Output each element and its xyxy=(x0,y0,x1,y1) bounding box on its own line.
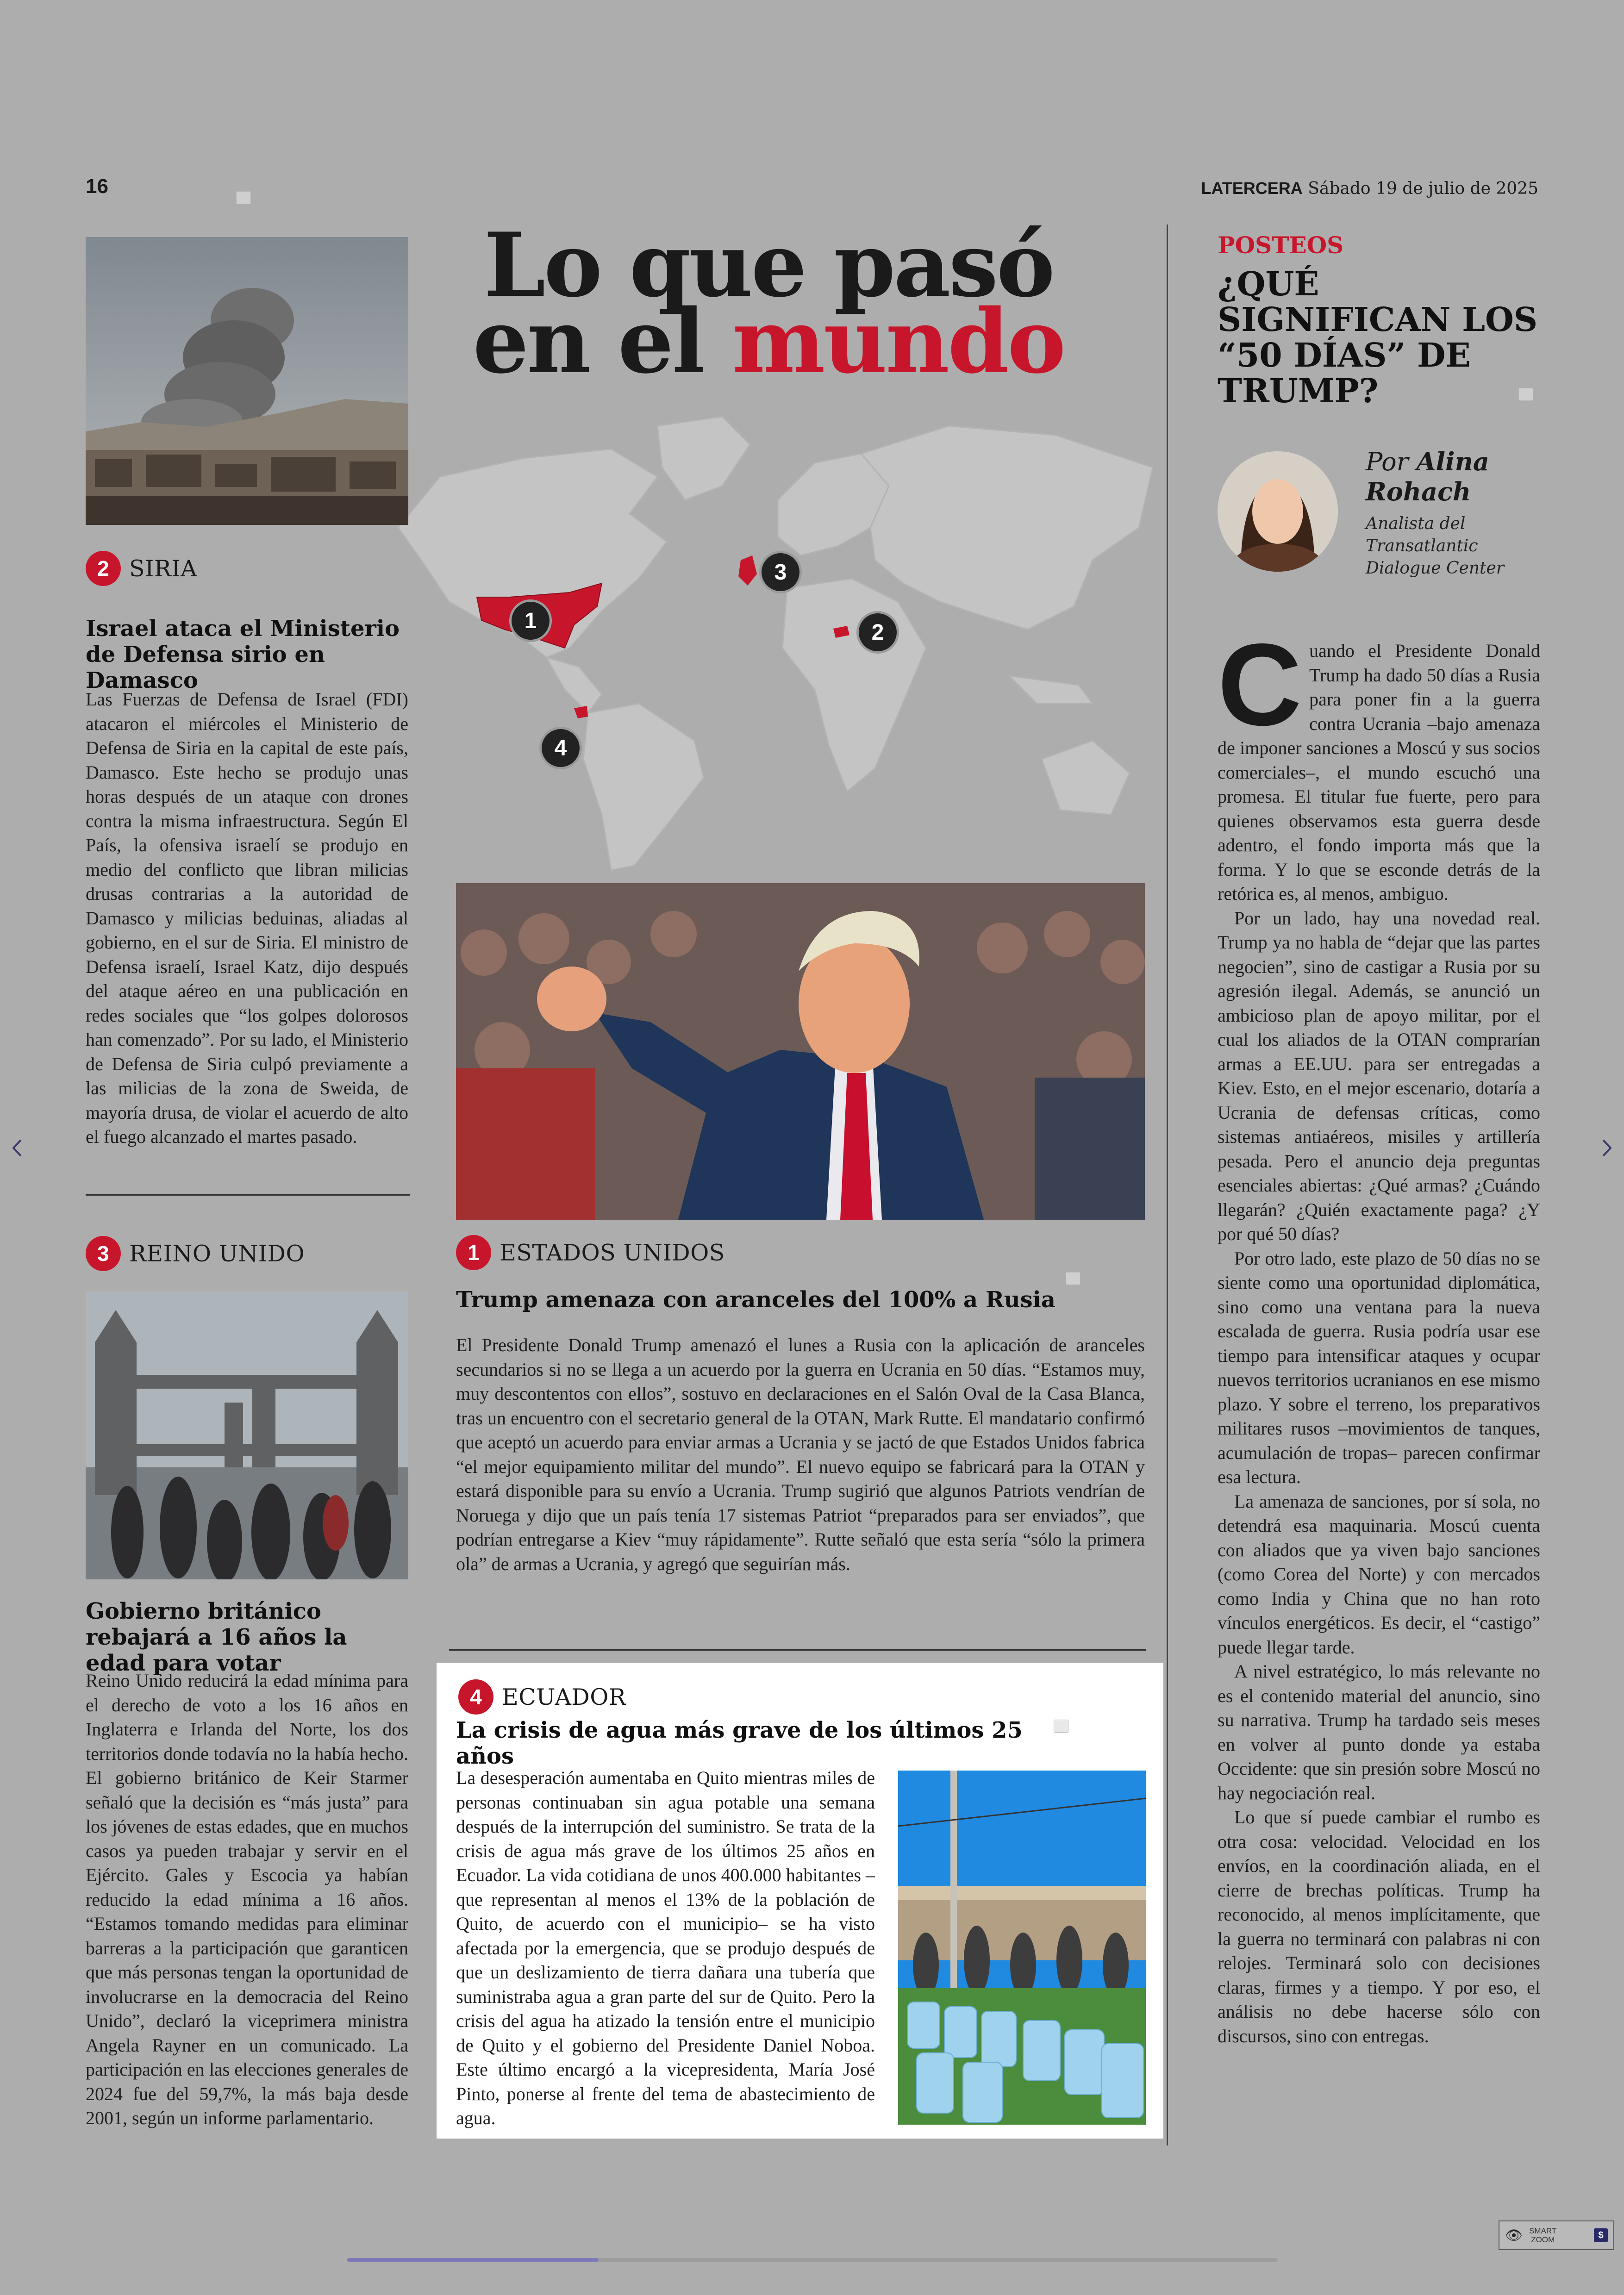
header-brand: LATERCERA xyxy=(1201,179,1303,198)
page-title xyxy=(444,213,1093,393)
column-paragraph-3: Por otro lado, este plazo de 50 días no se siente como una oportunidad diplomática, sino como una ventana para la nueva escalada de guerra. Rusia podría usar ese tiempo para intensificar ataques y ocupar nuevos territorios ucranianos en ese mismo plazo. Y sobre el terreno, los preparativos militares rusos –movimientos de tanques, acumulación de tropas– parecen confirmar esa lectura. xyxy=(1218,1247,1540,1487)
map-marker-syria: 2 xyxy=(856,611,899,654)
trump-photo-svg xyxy=(456,883,1145,1220)
page-title-accent: mundo xyxy=(732,290,1064,393)
usa-headline: Trump amenaza con aranceles del 100% a Rusia xyxy=(456,1287,1056,1313)
author-name: Alina Rohach xyxy=(1366,447,1489,506)
ecuador-headline: La crisis de agua más grave de los últimos 25 años xyxy=(456,1717,1023,1769)
world-map xyxy=(370,407,1162,879)
smart-zoom-label xyxy=(1529,2226,1556,2244)
chevron-left-icon xyxy=(8,1136,27,1160)
map-ecuador-highlight xyxy=(574,706,588,718)
smart-zoom-label-line1: SMART xyxy=(1529,2226,1557,2235)
usa-number-badge: 1 xyxy=(456,1235,491,1270)
syria-section-title: SIRIA xyxy=(129,555,198,582)
prev-page-arrow[interactable] xyxy=(8,1136,27,1160)
uk-photo xyxy=(86,1291,408,1579)
map-uk-highlight xyxy=(738,555,757,586)
syria-section-head xyxy=(86,551,197,586)
note-icon[interactable] xyxy=(1054,1720,1068,1733)
uk-body: Reino Unido reducirá la edad mínima para el derecho de voto a los 16 años en Inglaterra e Irlanda del Norte, los dos territorios donde todavía no la había hecho. El gobierno británico de Keir Starmer señaló que la decisión es “más justa” para los jóvenes de estas edades, que en muchos casos ya pueden trabajar y servir en el Ejército. Gales y Escocia ya habían reducido la edad mínima a 16 años. “Estamos tomando medidas para eliminar barreras a la participación que garanticen que más personas tengan la oportunidad de involucrarse en la democracia del Reino Unido”, declaró la viceprimera ministra Angela Rayner en un comunicado. La participación en las elecciones generales de 2024 fue del 59,7%, la más baja desde 2001, según un informe parlamentario. xyxy=(86,1670,408,2128)
header-date: Sábado 19 de julio de 2025 xyxy=(1308,179,1538,198)
world-map-svg xyxy=(370,407,1162,879)
uk-number-badge: 3 xyxy=(86,1236,121,1271)
map-marker-ecuador: 4 xyxy=(539,727,582,769)
syria-divider xyxy=(86,1194,410,1196)
usa-section-head xyxy=(456,1235,725,1270)
syria-photo xyxy=(86,237,408,525)
column-paragraph-6: Lo que sí puede cambiar el rumbo es otra cosa: velocidad. Velocidad en los envíos, en la coordinación aliada, en el cierre de brechas políticas. Trump ha reconocido, al menos implícitamente, que la guerra no terminará con palabras ni con relojes. Terminará solo con decisiones claras, firmes y a tiempo. Y por eso, el análisis no debe hacerse sólo con discursos, sino con entregas. xyxy=(1218,1807,1540,2046)
syria-headline: Israel ataca el Ministerio de Defensa sirio en Damasco xyxy=(86,616,400,693)
map-australia xyxy=(1042,741,1130,815)
usa-body: El Presidente Donald Trump amenazó el lunes a Rusia con la aplicación de aranceles secundarios si no se llega a un acuerdo por la guerra en Ucrania en 50 días. “Estamos muy, muy descontentos con ellos”, sostuvo en declaraciones en el Salón Oval de la Casa Blanca, tras un encuentro con el secretario general de la OTAN, Mark Rutte. El mandatario confirmó que aceptó un acuerdo para enviar armas a Ucrania y se jactó de que Estados Unidos fabrica “el mejor equipamiento militar del mundo”. El nuevo equipo se fabricará para la OTAN y estará disponible para su envío a Ucrania. Trump sugirió que algunos Patriots vendrían de Noruega y dijo que un país tenía 17 sistemas Patriot “preparados para ser enviados”, que podrían entregarse a Kiev “muy rápidamente”. Rutte señaló que esta sería “sólo la primera ola” de armas a Ucrania, y agregó que seguirían más. xyxy=(456,1335,1145,1574)
note-icon[interactable] xyxy=(236,191,251,204)
column-body xyxy=(1218,620,1540,2048)
page-title-line1: Lo que pasó xyxy=(483,213,1054,317)
ecuador-photo xyxy=(898,1771,1146,2125)
chevron-right-icon xyxy=(1597,1136,1616,1160)
author-avatar-svg xyxy=(1218,451,1338,572)
usa-divider xyxy=(449,1649,1146,1651)
author-role: Analista del Transatlantic Dialogue Center xyxy=(1366,514,1505,578)
syria-photo-svg xyxy=(86,237,408,525)
map-marker-uk: 3 xyxy=(759,551,802,593)
next-page-arrow[interactable] xyxy=(1597,1136,1616,1160)
map-marker-usa: 1 xyxy=(509,599,552,642)
ecuador-section-head xyxy=(458,1679,626,1715)
syria-number-badge: 2 xyxy=(86,551,121,586)
map-greenland xyxy=(657,417,750,500)
column-paragraph-2: Por un lado, hay una novedad real. Trump ya no habla de “dejar que las partes negocien”, sino de castigar a Rusia por su agresión ilegal. Además, se anunció un ambicioso plan de apoyo militar, por el cual los aliados de la OTAN comprarían armas a EE.UU. para ser entregadas a Kiev. Esto, en el mejor escenario, dotaría a Ucrania de defensas críticas, como sistemas antiaéreos, misiles y artillería pesada. Pero el anuncio deja preguntas esenciales abiertas: ¿Qué armas? ¿Cuándo llegarán? ¿Quién exactamente paga? ¿Y por qué 50 días? xyxy=(1218,907,1540,1244)
map-asia xyxy=(861,426,1153,630)
map-africa xyxy=(782,579,926,792)
column-byline xyxy=(1366,447,1551,507)
uk-section-title: REINO UNIDO xyxy=(129,1240,305,1267)
column-kicker: POSTEOS xyxy=(1218,231,1344,259)
smart-zoom-label-line2: ZOOM xyxy=(1531,2235,1555,2244)
header-brand-date xyxy=(1201,179,1538,198)
column-paragraph-4: La amenaza de sanciones, por sí sola, no detendrá esa maquinaria. Moscú cuenta con aliados que ya viven bajo sanciones (como Corea del Norte) y con mercados como India y China que no han roto vínculos energéticos. Es decir, el “castigo” puede llegar tarde. xyxy=(1218,1491,1540,1658)
column-paragraph-5: A nivel estratégico, lo más relevante no es el contenido material del anuncio, sino su narrativa. Trump ha tardado seis meses en volver al punto donde ya estaba Occidente: que sin presión sobre Moscú no hay negociación real. xyxy=(1218,1661,1540,1803)
column-dropcap: C xyxy=(1218,620,1302,750)
map-south-america xyxy=(583,704,704,870)
note-icon[interactable] xyxy=(1066,1272,1081,1285)
uk-photo-svg xyxy=(86,1291,408,1579)
page-progress-track[interactable] xyxy=(347,2258,1278,2262)
page-title-line2 xyxy=(444,290,1093,393)
column-paragraph-1: uando el Presidente Donald Trump ha dado 50 días a Rusia para poner fin a la guerra contra Ucrania –bajo amenaza de imponer sanciones a Moscú y sus socios comerciales–, el mundo escuchó una promesa. El titular fue fuerte, pero para quienes observamos esta guerra desde adentro, el fondo importa más que la forma. Y lo que se esconde detrás de la retórica es, al menos, ambiguo. xyxy=(1218,640,1540,904)
map-central-america xyxy=(546,657,602,713)
uk-section-head xyxy=(86,1236,305,1271)
ecuador-section-title: ECUADOR xyxy=(502,1684,626,1710)
ecuador-photo-svg xyxy=(898,1771,1146,2125)
eye-icon: 👁 xyxy=(1505,2227,1523,2243)
page-progress-fill xyxy=(347,2258,599,2262)
trump-photo xyxy=(456,883,1145,1220)
column-title: ¿QUÉ SIGNIFICAN LOS “50 DÍAS” DE TRUMP? xyxy=(1218,264,1538,410)
page-title-line2-prefix: en el xyxy=(473,290,732,393)
ecuador-number-badge: 4 xyxy=(458,1679,493,1715)
ecuador-body: La desesperación aumentaba en Quito mientras miles de personas continuaban sin agua potable una semana después de la interrupción del suministro. Se trata de la crisis de agua más grave de los últimos 25 años en Ecuador. La vida cotidiana de unos 400.000 habitantes –que representan al menos el 13% de la población de Quito, de acuerdo con el municipio– se ha visto afectada por la emergencia, que se produjo después de que un deslizamiento de tierra dañara una tubería que suministraba agua a gran parte del sur de Quito. Pero la crisis del agua ha atizado la tensión entre el municipio de Quito y el gobierno del Presidente Daniel Noboa. Este último encargó a la vicepresidenta, María José Pinto, ponerse al frente del tema de abastecimiento de agua. xyxy=(456,1767,875,2128)
smart-zoom-badge: $ xyxy=(1594,2228,1608,2242)
byline-prefix: Por xyxy=(1366,447,1417,476)
uk-headline: Gobierno británico rebajará a 16 años la edad para votar xyxy=(86,1598,347,1676)
note-icon[interactable] xyxy=(1518,388,1533,401)
usa-section-title: ESTADOS UNIDOS xyxy=(500,1239,725,1266)
column-divider xyxy=(1167,225,1168,2145)
smart-zoom-button[interactable] xyxy=(1499,2220,1614,2250)
map-indonesia xyxy=(1009,676,1093,704)
page-number: 16 xyxy=(86,175,108,198)
syria-body: Las Fuerzas de Defensa de Israel (FDI) atacaron el miércoles el Ministerio de Defensa de Siria en la capital de este país, Damasco. Este hecho se produjo unas horas después de un ataque con drones contra la misma infraestructura. Según El País, la ofensiva israelí se produjo en medio del conflicto que libran milicias drusas contrarias a la autoridad de Damasco y milicias beduinas, aliadas al gobierno, en el sur de Siria. El ministro de Defensa israelí, Israel Katz, dijo después del ataque aéreo en una publicación en redes sociales que “los golpes dolorosos han comenzado”. Por su lado, el Ministerio de Defensa de Siria culpó previamente a las milicias de la zona de Sweida, de mayoría drusa, de violar el acuerdo de alto el fuego alcanzado el martes pasado. xyxy=(86,689,408,1147)
author-avatar xyxy=(1218,451,1338,572)
